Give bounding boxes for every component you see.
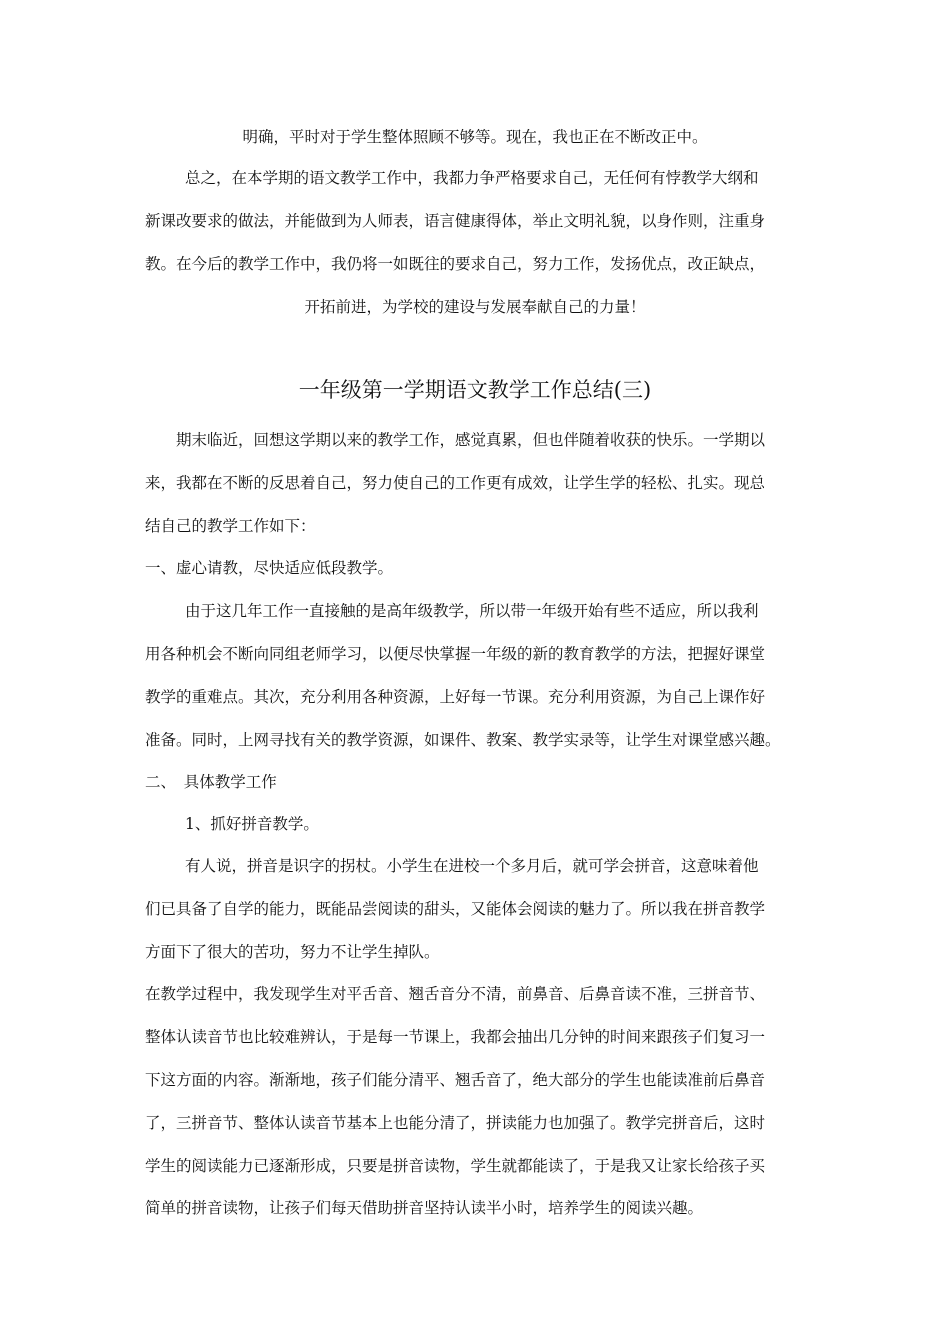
paragraph-line: 简单的拼音读物，让孩子们每天借助拼音坚持认读半小时，培养学生的阅读兴趣。	[145, 1199, 704, 1217]
intro-line: 来，我都在不断的反思着自己，努力使自己的工作更有成效，让学生学的轻松、扎实。现总	[145, 474, 766, 492]
paragraph-line: 准备。同时，上网寻找有关的教学资源，如课件、教案、教学实录等，让学生对课堂感兴趣。	[145, 731, 781, 749]
subheading-1: 1、抓好拼音教学。	[185, 815, 319, 833]
paragraph-line: 由于这几年工作一直接触的是高年级教学，所以带一年级开始有些不适应，所以我利	[185, 602, 759, 620]
paragraph-line: 们已具备了自学的能力，既能品尝阅读的甜头，又能体会阅读的魅力了。所以我在拼音教学	[145, 900, 766, 918]
paragraph-line: 新课改要求的做法，并能做到为人师表，语言健康得体，举止文明礼貌，以身作则，注重身	[145, 212, 766, 230]
intro-line: 期末临近，回想这学期以来的教学工作，感觉真累，但也伴随着收获的快乐。一学期以	[176, 431, 766, 449]
paragraph-line: 开拓前进，为学校的建设与发展奉献自己的力量！	[304, 298, 646, 316]
paragraph-line: 整体认读音节也比较难辨认，于是每一节课上，我都会抽出几分钟的时间来跟孩子们复习一	[145, 1028, 766, 1046]
paragraph-line: 教学的重难点。其次，充分利用各种资源，上好每一节课。充分利用资源，为自己上课作好	[145, 688, 766, 706]
section-heading-2: 二、 具体教学工作	[145, 773, 277, 791]
intro-line: 结自己的教学工作如下：	[145, 517, 316, 535]
document-title: 一年级第一学期语文教学工作总结(三)	[298, 378, 652, 402]
paragraph-line: 方面下了很大的苦功，努力不让学生掉队。	[145, 943, 440, 961]
paragraph-line: 学生的阅读能力已逐渐形成，只要是拼音读物，学生就都能读了，于是我又让家长给孩子买	[145, 1157, 766, 1175]
paragraph-line: 下这方面的内容。渐渐地，孩子们能分清平、翘舌音了，绝大部分的学生也能读准前后鼻音	[145, 1071, 766, 1089]
paragraph-line: 在教学过程中，我发现学生对平舌音、翘舌音分不清，前鼻音、后鼻音读不准，三拼音节、	[145, 985, 766, 1003]
paragraph-line: 用各种机会不断向同组老师学习，以便尽快掌握一年级的新的教育教学的方法，把握好课堂	[145, 645, 766, 663]
paragraph-line: 明确，平时对于学生整体照顾不够等。现在，我也正在不断改正中。	[242, 128, 708, 146]
paragraph-line: 总之，在本学期的语文教学工作中，我都力争严格要求自己，无任何有悖教学大纲和	[185, 169, 759, 187]
section-heading-1: 一、虚心请教，尽快适应低段教学。	[145, 559, 394, 577]
paragraph-line: 了，三拼音节、整体认读音节基本上也能分清了，拼读能力也加强了。教学完拼音后，这时	[145, 1114, 766, 1132]
paragraph-line: 有人说，拼音是识字的拐杖。小学生在进校一个多月后，就可学会拼音，这意味着他	[185, 857, 759, 875]
paragraph-line: 教。在今后的教学工作中，我仍将一如既往的要求自己，努力工作，发扬优点，改正缺点，	[145, 255, 766, 273]
